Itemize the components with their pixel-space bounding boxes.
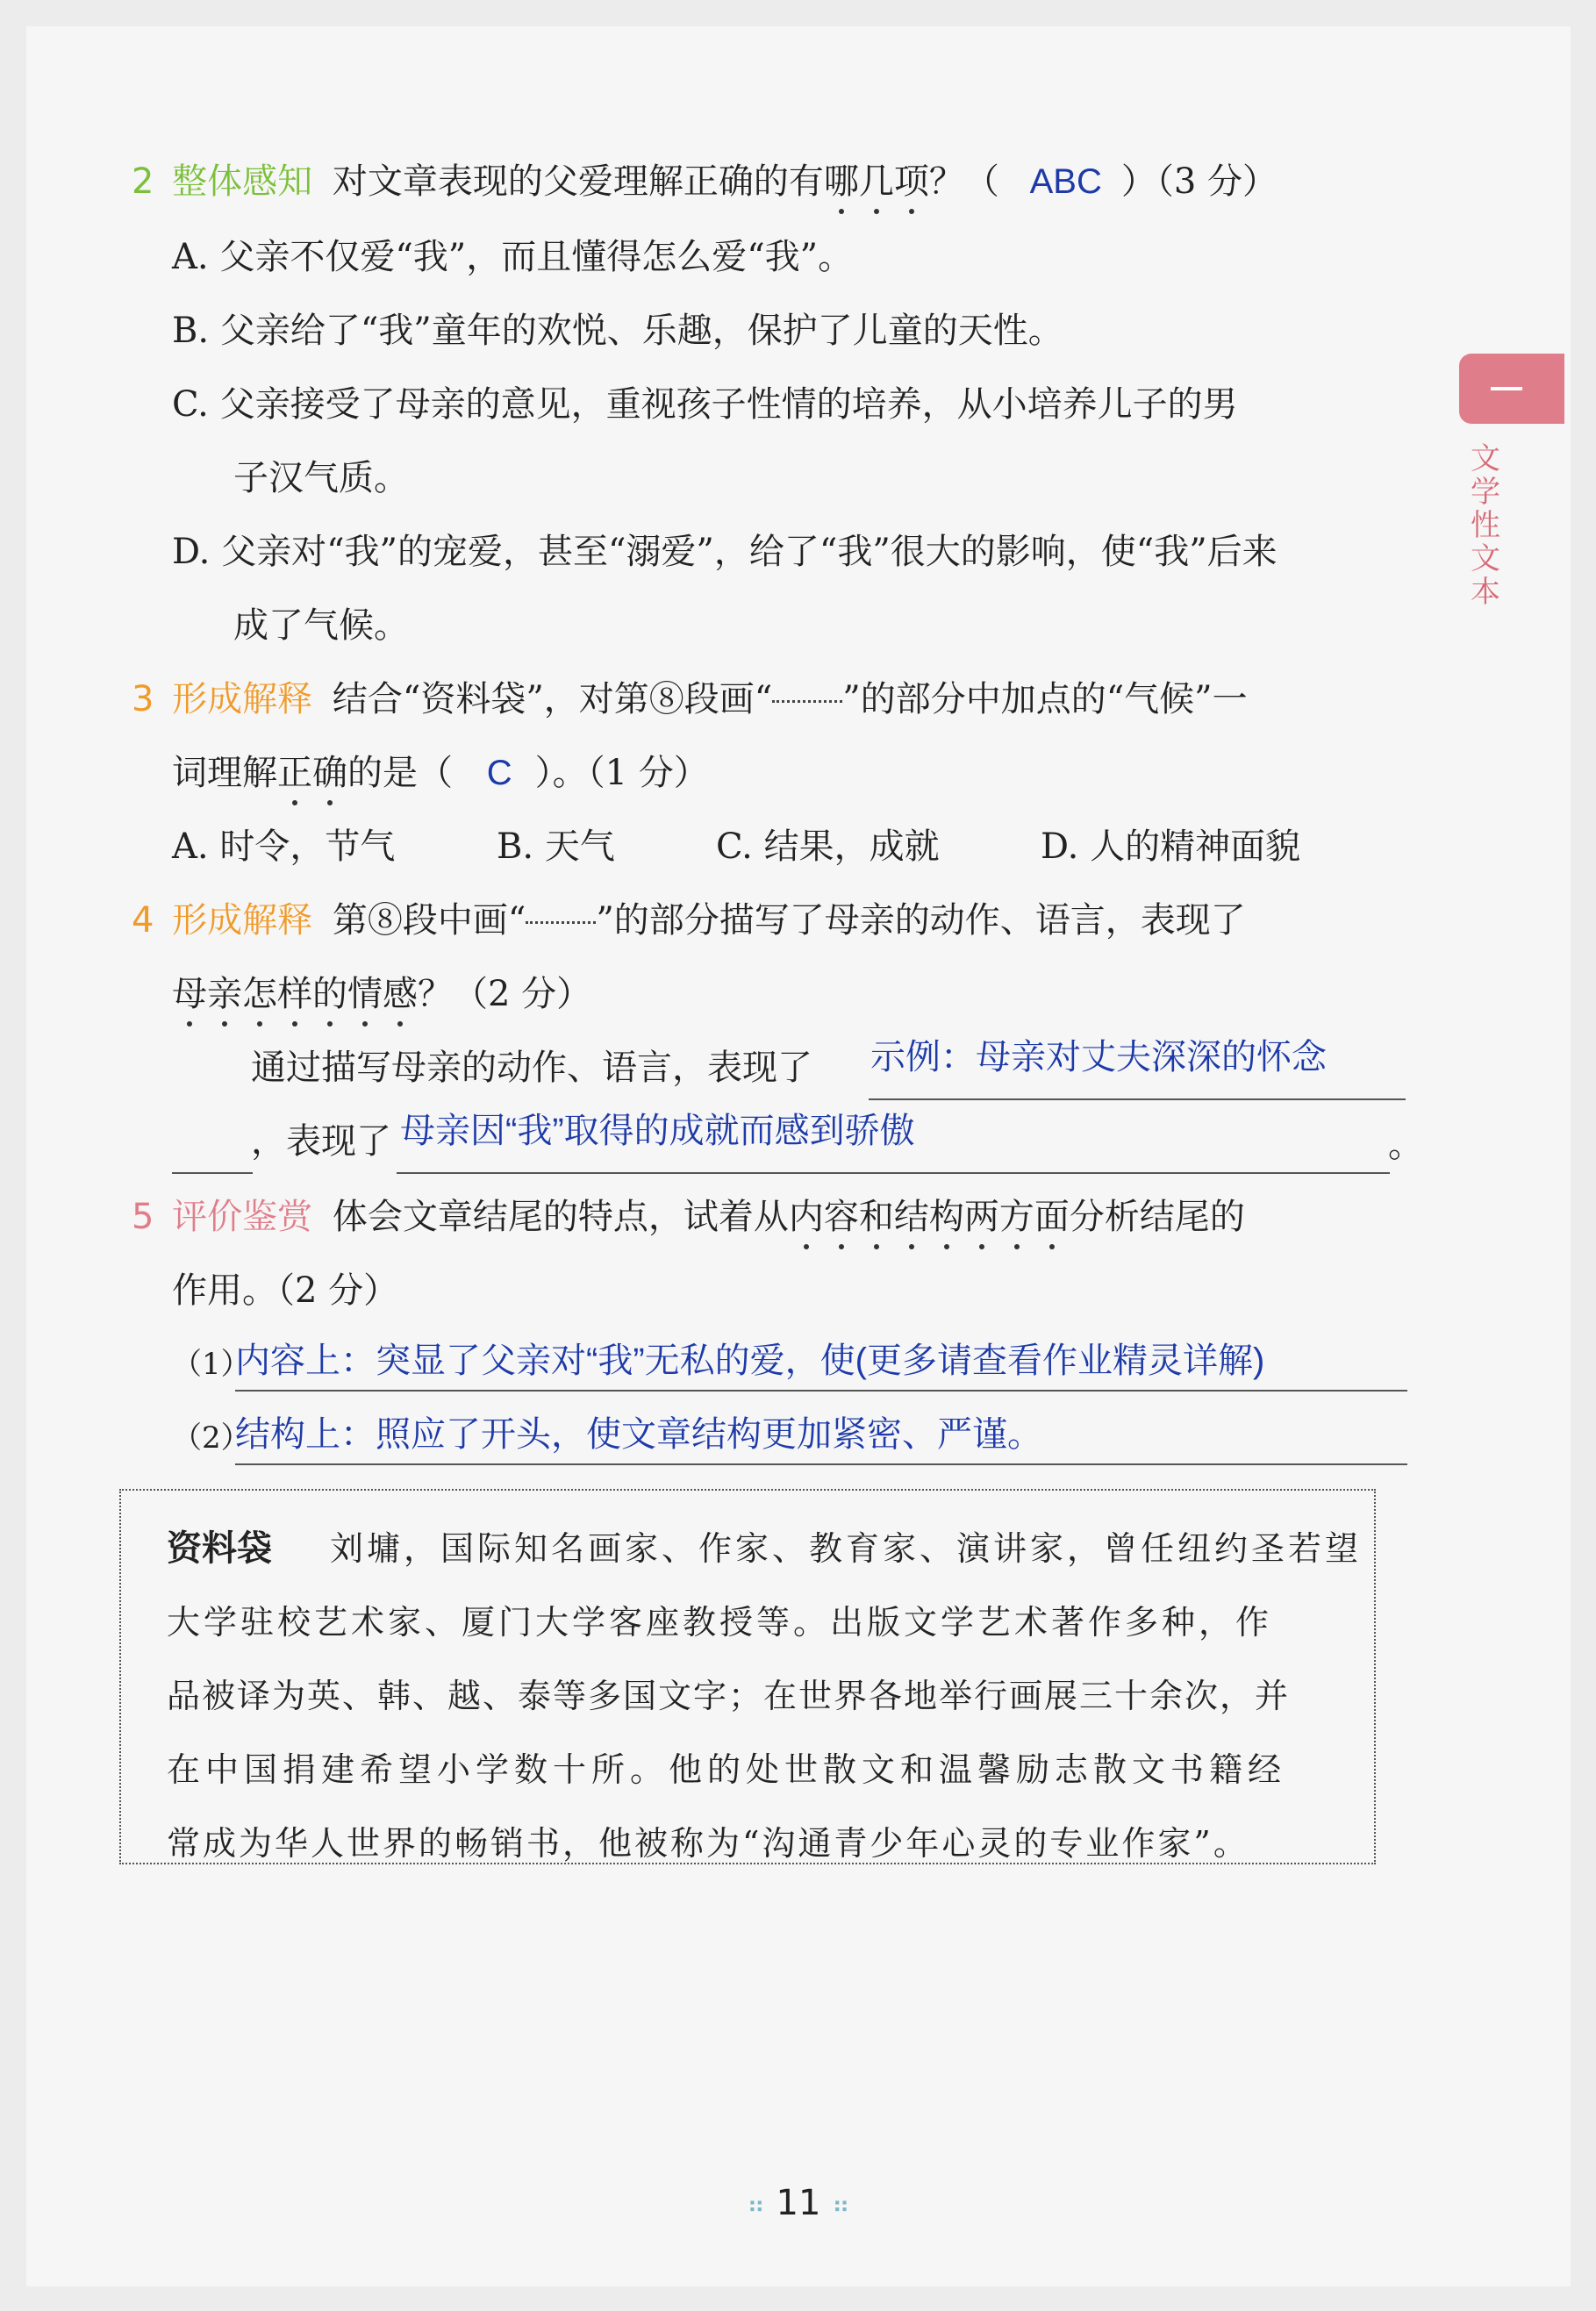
chapter-tab: [1459, 354, 1564, 424]
question-3-stem: 3 形成解释 结合“资料袋”，对第⑧段画“ ”的部分中加点的“气候”一: [132, 679, 1248, 719]
chapter-label: 文学性文本: [1471, 441, 1500, 610]
right-decor-icon: ⠶: [832, 2190, 850, 2220]
question-3-stem-cont: 词理解正确的是（ C ）。（1 分）: [172, 753, 709, 793]
left-decor-icon: ⠶: [747, 2190, 765, 2220]
question-5-stem-cont: 作用。（2 分）: [172, 1270, 399, 1311]
answer: C: [486, 754, 512, 792]
option-d: D. 父亲对“我”的宠爱，甚至“溺爱”，给了“我”很大的影响，使“我”后来: [172, 532, 1278, 572]
answer-2: 母亲因“我”取得的成就而感到骄傲: [400, 1112, 915, 1150]
answer-item-2: 结构上：照应了开头，使文章结构更加紧密、严谨。: [235, 1415, 1042, 1454]
emphasis-text: 母亲怎样的情感: [172, 974, 418, 1014]
resource-line-2: 大学驻校艺术家、厦门大学客座教授等。出版文学艺术著作多种，作: [167, 1603, 1273, 1642]
answer-line: [235, 1390, 1407, 1392]
resource-line-5: 常成为华人世界的畅销书，他被称为“沟通青少年心灵的专业作家”。: [167, 1824, 1249, 1863]
question-tag: 形成解释: [172, 679, 313, 719]
question-5-stem: 5 评价鉴赏 体会文章结尾的特点，试着从内容和结构两方面分析结尾的: [132, 1197, 1245, 1237]
chapter-number: [1491, 387, 1522, 390]
resource-line-1: 刘墉，国际知名画家、作家、教育家、演讲家，曾任纽约圣若望: [330, 1529, 1363, 1568]
option-b: B. 天气: [497, 826, 615, 867]
answer-line: [397, 1172, 1390, 1174]
question-4-stem-cont: 母亲怎样的情感？（2 分）: [172, 974, 592, 1014]
question-4-stem: 4 形成解释 第⑧段中画“ ”的部分描写了母亲的动作、语言，表现了: [132, 900, 1246, 941]
fill-prompt-1: 通过描写母亲的动作、语言，表现了: [251, 1048, 812, 1088]
question-number: 5: [132, 1197, 154, 1237]
question-number: 4: [132, 900, 154, 941]
page-number: ⠶ 11 ⠶: [747, 2183, 850, 2223]
fill-end: 。: [1388, 1125, 1423, 1165]
question-number: 2: [132, 161, 154, 202]
answer-line: [869, 1098, 1406, 1100]
fill-prompt-2: ，表现了: [251, 1121, 391, 1162]
question-number: 3: [132, 679, 154, 719]
resource-line-3: 品被译为英、韩、越、泰等多国文字；在世界各地举行画展三十余次，并: [167, 1677, 1291, 1715]
item-label-2: （2）: [172, 1420, 251, 1456]
option-d: D. 人的精神面貌: [1041, 826, 1301, 867]
emphasis-text: 内容和结构两方面: [788, 1197, 1070, 1237]
option-d-cont: 成了气候。: [233, 605, 409, 646]
answer: ABC: [1029, 162, 1102, 201]
question-2-stem: 2 整体感知 对文章表现的父爱理解正确的有哪几项？（ ABC ）（3 分）: [132, 161, 1278, 202]
emphasis-text: 哪几项: [823, 161, 929, 202]
resource-title: 资料袋: [167, 1528, 272, 1569]
question-tag: 整体感知: [172, 161, 313, 202]
option-a: A. 父亲不仅爱“我”，而且懂得怎么爱“我”。: [172, 237, 854, 277]
answer-item-1: 内容上：突显了父亲对“我”无私的爱，使(更多请查看作业精灵详解): [235, 1342, 1265, 1380]
wavy-underline-mark: [772, 677, 842, 703]
resource-line-4: 在中国捐建希望小学数十所。他的处世散文和温馨励志散文书籍经: [167, 1750, 1287, 1789]
question-tag: 形成解释: [172, 900, 313, 941]
answer-line: [235, 1463, 1407, 1465]
option-c-cont: 子汉气质。: [233, 458, 409, 498]
item-label-1: （1）: [172, 1347, 251, 1382]
answer-1: 示例：母亲对丈夫深深的怀念: [870, 1038, 1327, 1077]
answer-line: [172, 1172, 253, 1174]
question-tag: 评价鉴赏: [172, 1197, 313, 1237]
wavy-underline-mark: [526, 898, 596, 924]
option-c: C. 结果，成就: [716, 826, 940, 867]
option-a: A. 时令，节气: [172, 826, 396, 867]
emphasis-text: 正确: [277, 753, 347, 793]
option-b: B. 父亲给了“我”童年的欢悦、乐趣，保护了儿童的天性。: [172, 311, 1063, 351]
option-c: C. 父亲接受了母亲的意见，重视孩子性情的培养，从小培养儿子的男: [172, 384, 1238, 425]
